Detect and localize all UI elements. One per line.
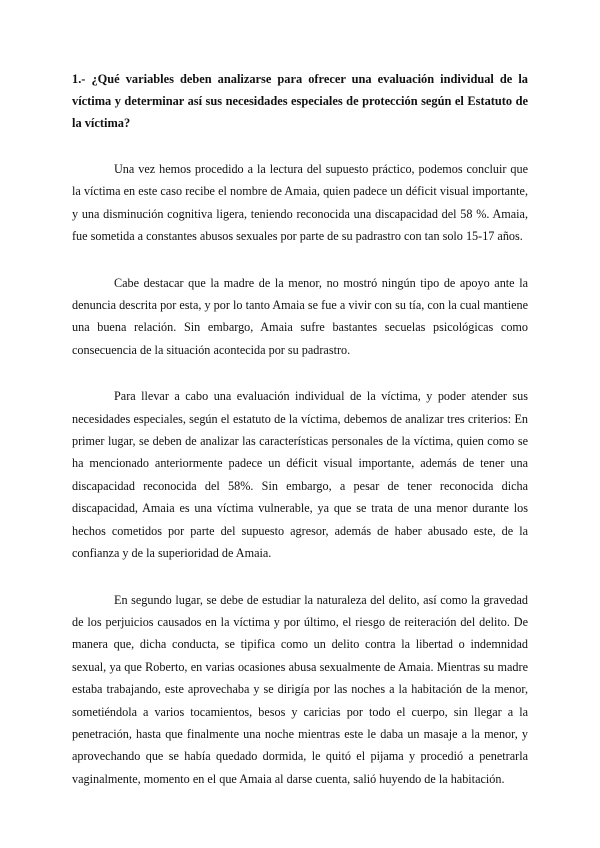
- paragraph-nature-of-crime: En segundo lugar, se debe de estudiar la naturaleza del delito, así como la gravedad de los perjuicios causados en la víctima y por último, el riesgo de reiteración del delito. De manera que, dicha conducta, se tipifica como un delito contra la libertad o indemnidad sexual, ya que Roberto, en varias ocasiones abusa sexualmente de Amaia. Mientras su madre estaba trabajando, este aprovechaba y se dirigía por las noches a la habitación de la menor, sometiéndola a varios tocamientos, besos y caricias por todo el cuerpo, sin llegar a la penetración, hasta que finalmente una noche mientras este le daba un masaje a la menor, y aprovechando que se había quedado dormida, le quitó el pijama y procedió a penetrarla vaginalmente, momento en el que Amaia al darse cuenta, salió huyendo de la habitación.: [72, 592, 528, 786]
- paragraph-intro: Una vez hemos procedido a la lectura del supuesto práctico, podemos concluir que la víctima en este caso recibe el nombre de Amaia, quien padece un déficit visual importante, y una disminución cognitiva ligera, teniendo reconocida una discapacidad del 58 %. Amaia, fue sometida a constantes abusos sexuales por parte de su padrastro con tan solo 15-17 años.: [72, 162, 528, 244]
- paragraph-mother-support: Cabe destacar que la madre de la menor, no mostró ningún tipo de apoyo ante la denuncia descrita por esta, y por lo tanto Amaia se fue a vivir con su tía, con la cual mantiene una buena relación. Sin embargo, Amaia sufre bastantes secuelas psicológicas como consecuencia de la situación acontecida por su padrastro.: [72, 275, 528, 357]
- question-heading: 1.- ¿Qué variables deben analizarse para ofrecer una evaluación individual de la víctima y determinar así sus necesidades especiales de protección según el Estatuto de la víctima?: [72, 72, 528, 130]
- paragraph-personal-characteristics: Para llevar a cabo una evaluación individual de la víctima, y poder atender sus necesidades especiales, según el estatuto de la víctima, debemos de analizar tres criterios: En primer lugar, se deben de analizar las características personales de la víctima, quien como se ha mencionado anteriormente padece un déficit visual importante, además de tener una discapacidad reconocida del 58%. Sin embargo, a pesar de tener reconocida dicha discapacidad, Amaia es una víctima vulnerable, ya que se trata de una menor durante los hechos cometidos por parte del supuesto agresor, además de haber abusado este, de la confianza y de la superioridad de Amaia.: [72, 389, 528, 561]
